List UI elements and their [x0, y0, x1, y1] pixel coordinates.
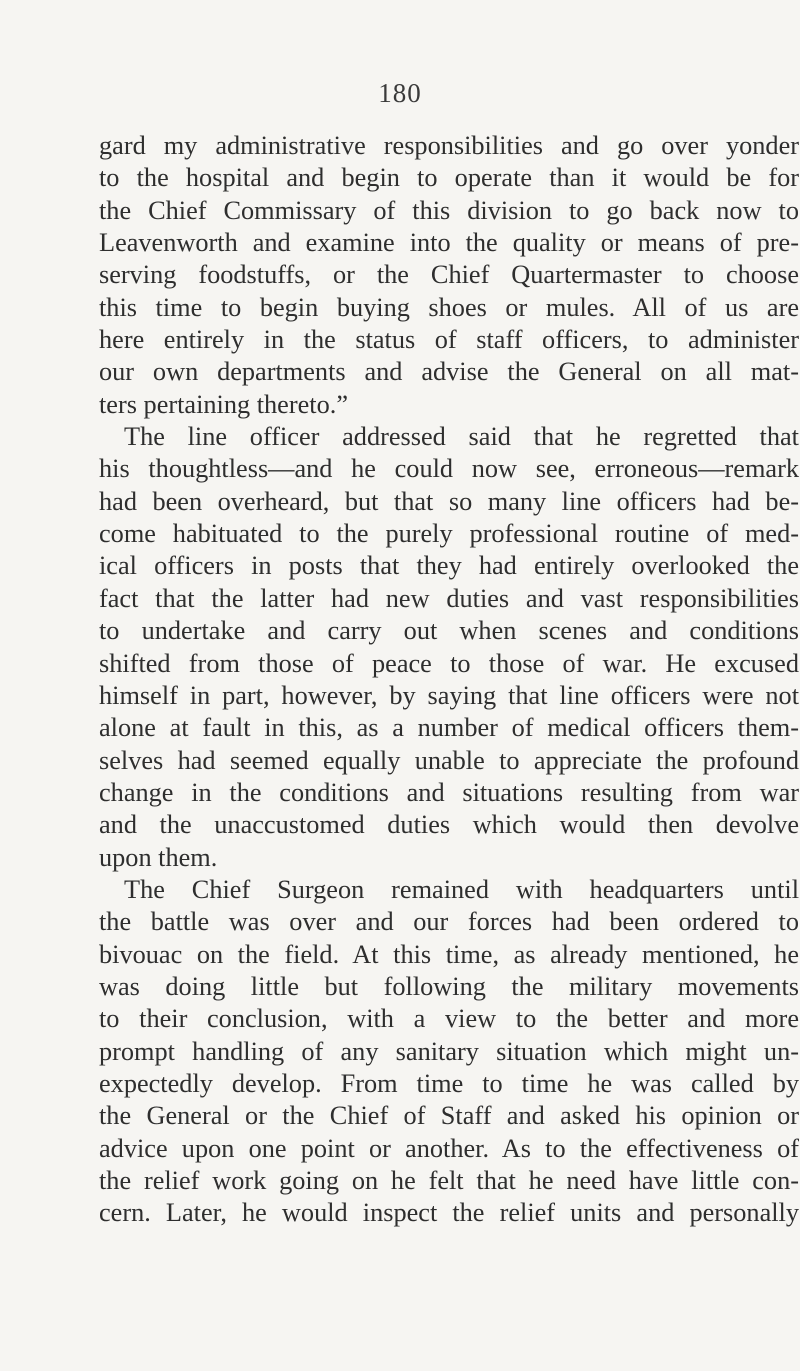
text-line: and the unaccustomed duties which would then devolve [99, 810, 799, 840]
text-line: The line officer addressed said that he regretted that [124, 422, 799, 452]
text-line: The Chief Surgeon remained with headquarters until [124, 874, 799, 904]
text-line: fact that the latter had new duties and vast responsibilities [99, 583, 799, 613]
text-line: change in the conditions and situations resulting from war [99, 777, 799, 807]
text-line: here entirely in the status of staff officers, to administer [99, 325, 799, 355]
text-line: to the hospital and begin to operate than it would be for [99, 163, 799, 193]
text-line: come habituated to the purely professional routine of med- [99, 519, 799, 549]
text-line: serving foodstuffs, or the Chief Quartermaster to choose [99, 260, 799, 290]
text-line: upon them. [99, 842, 218, 872]
text-line: ical officers in posts that they had entirely overlooked the [99, 551, 799, 581]
text-line: the General or the Chief of Staff and asked his opinion or [99, 1101, 799, 1131]
text-line: to their conclusion, with a view to the better and more [99, 1004, 799, 1034]
text-line: expectedly develop. From time to time he was called by [99, 1068, 799, 1098]
text-line: to undertake and carry out when scenes and conditions [99, 616, 799, 646]
text-line: had been overheard, but that so many line officers had be- [99, 486, 799, 516]
text-line: our own departments and advise the General on all mat- [99, 357, 799, 387]
text-line: the battle was over and our forces had been ordered to [99, 907, 799, 937]
text-line: the Chief Commissary of this division to go back now to [99, 195, 799, 225]
text-line: Leavenworth and examine into the quality or means of pre- [99, 228, 799, 258]
text-line: advice upon one point or another. As to the effectiveness of [99, 1133, 799, 1163]
text-line: bivouac on the field. At this time, as already mentioned, he [99, 939, 799, 969]
text-line: gard my administrative responsibilities and go over yonder [99, 131, 799, 160]
text-line: his thoughtless—and he could now see, erroneous—remark [99, 454, 799, 484]
text-line: himself in part, however, by saying that line officers were not [99, 680, 799, 710]
text-line: shifted from those of peace to those of war. He excused [99, 648, 799, 678]
text-line: prompt handling of any sanitary situation which might un- [99, 1036, 799, 1066]
page-number: 180 [378, 78, 422, 108]
body-text [99, 130, 799, 1230]
text-line: was doing little but following the military movements [99, 971, 799, 1001]
text-line: ters pertaining thereto.” [99, 389, 348, 419]
text-line: alone at fault in this, as a number of medical officers them- [99, 713, 799, 743]
text-line: this time to begin buying shoes or mules. All of us are [99, 292, 799, 322]
text-line: selves had seemed equally unable to appreciate the profound [99, 745, 799, 775]
text-line: cern. Later, he would inspect the relief units and personally [99, 1198, 799, 1228]
text-line: the relief work going on he felt that he need have little con- [99, 1166, 799, 1195]
